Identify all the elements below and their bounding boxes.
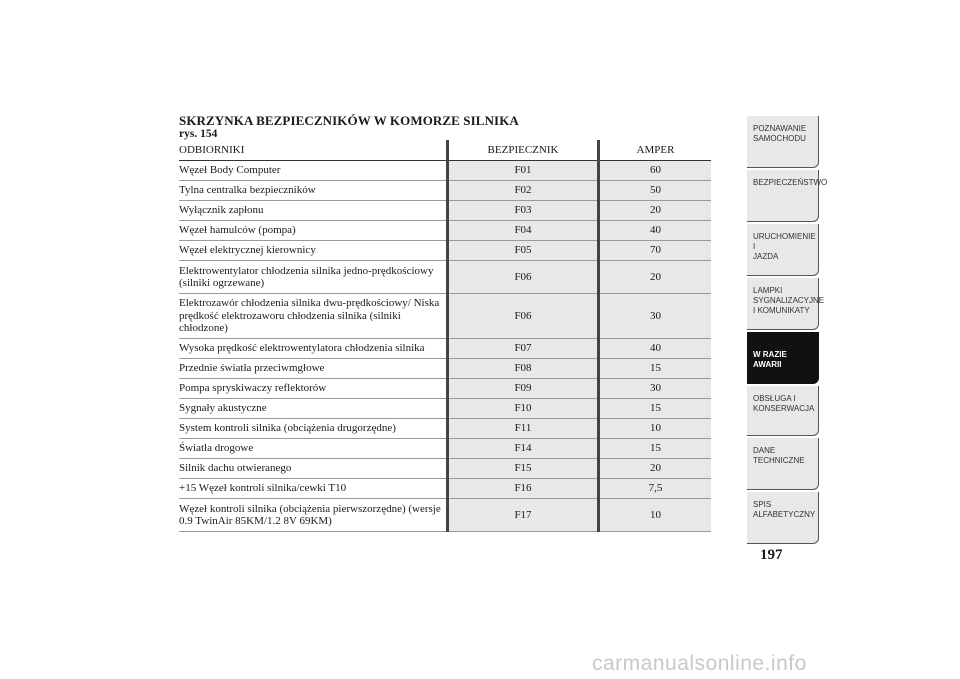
consumer-cell: Węzeł hamulców (pompa): [179, 221, 448, 241]
amper-cell: 10: [599, 499, 712, 532]
table-row: [179, 261, 711, 294]
chapter-tab-label: URUCHOMIENIE I: [753, 232, 816, 251]
amper-cell: 70: [599, 241, 712, 261]
fuse-table: [179, 140, 711, 532]
fuse-cell: F01: [448, 161, 599, 181]
fuse-cell: F17: [448, 499, 599, 532]
amper-cell: 40: [599, 339, 712, 359]
consumer-cell: Sygnały akustyczne: [179, 399, 448, 419]
amper-cell: 15: [599, 439, 712, 459]
fuse-cell: F08: [448, 359, 599, 379]
table-row: [179, 359, 711, 379]
chapter-tab-0[interactable]: [747, 116, 819, 168]
table-row: [179, 161, 711, 181]
amper-cell: 60: [599, 161, 712, 181]
consumer-cell: Węzeł elektrycznej kierownicy: [179, 241, 448, 261]
consumer-cell: Pompa spryskiwaczy reflektorów: [179, 379, 448, 399]
page-title: SKRZYNKA BEZPIECZNIKÓW W KOMORZE SILNIKA: [179, 113, 519, 128]
page-number: 197: [760, 547, 783, 563]
table-row: [179, 439, 711, 459]
chapter-tab-label: TECHNICZNE: [753, 456, 805, 465]
fuse-cell: F10: [448, 399, 599, 419]
table-row: [179, 379, 711, 399]
header-amper: AMPER: [599, 140, 712, 161]
consumer-cell: Przednie światła przeciwmgłowe: [179, 359, 448, 379]
header-consumers: ODBIORNIKI: [179, 140, 448, 161]
fuse-cell: F09: [448, 379, 599, 399]
amper-cell: 40: [599, 221, 712, 241]
fuse-cell: F14: [448, 439, 599, 459]
amper-cell: 10: [599, 419, 712, 439]
table-row: [179, 479, 711, 499]
table-row: [179, 294, 711, 339]
figure-reference: rys. 154: [179, 128, 218, 140]
fuse-cell: F03: [448, 201, 599, 221]
chapter-tab-label: BEZPIECZEŃSTWO: [753, 178, 828, 187]
consumer-cell: Elektrozawór chłodzenia silnika dwu-prędkościowy/ Niska prędkość elektrozaworu chłodzenia silnika (silniki chłodzone): [179, 294, 448, 339]
consumer-cell: Tylna centralka bezpieczników: [179, 181, 448, 201]
amper-cell: 7,5: [599, 479, 712, 499]
chapter-tab-label: JAZDA: [753, 252, 779, 261]
chapter-tab-label: SPIS: [753, 500, 772, 509]
consumer-cell: Silnik dachu otwieranego: [179, 459, 448, 479]
amper-cell: 20: [599, 459, 712, 479]
consumer-cell: Wysoka prędkość elektrowentylatora chłodzenia silnika: [179, 339, 448, 359]
fuse-cell: F06: [448, 261, 599, 294]
fuse-cell: F15: [448, 459, 599, 479]
table-row: [179, 419, 711, 439]
fuse-cell: F04: [448, 221, 599, 241]
table-row: [179, 221, 711, 241]
chapter-tab-label: ALFABETYCZNY: [753, 510, 816, 519]
fuse-box-section: [179, 113, 711, 532]
chapter-tab-3[interactable]: [747, 278, 825, 330]
fuse-table-body: [179, 161, 711, 532]
chapter-tab-label: W RAZIE AWARII: [753, 350, 787, 369]
consumer-cell: Światła drogowe: [179, 439, 448, 459]
consumer-cell: Elektrowentylator chłodzenia silnika jedno-prędkościowy (silniki ogrzewane): [179, 261, 448, 294]
table-row: [179, 399, 711, 419]
table-header-row: [179, 140, 711, 161]
amper-cell: 30: [599, 379, 712, 399]
chapter-tab-7[interactable]: [747, 492, 819, 544]
fuse-cell: F02: [448, 181, 599, 201]
consumer-cell: +15 Węzeł kontroli silnika/cewki T10: [179, 479, 448, 499]
chapter-tab-label: I KOMUNIKATY: [753, 306, 810, 315]
consumer-cell: System kontroli silnika (obciążenia drugorzędne): [179, 419, 448, 439]
consumer-cell: Węzeł Body Computer: [179, 161, 448, 181]
table-row: [179, 339, 711, 359]
fuse-cell: F05: [448, 241, 599, 261]
chapter-tab-6[interactable]: [747, 438, 819, 490]
chapter-tab-label: OBSŁUGA I: [753, 394, 796, 403]
chapter-tab-label: SYGNALIZACYJNE: [753, 296, 825, 305]
fuse-cell: F06: [448, 294, 599, 339]
chapter-tab-2[interactable]: [747, 224, 819, 276]
fuse-cell: F16: [448, 479, 599, 499]
amper-cell: 15: [599, 399, 712, 419]
watermark: carmanualsonline.info: [592, 652, 807, 675]
chapter-tab-label: DANE: [753, 446, 776, 455]
fuse-cell: F07: [448, 339, 599, 359]
chapter-tab-label: LAMPKI: [753, 286, 783, 295]
chapter-tab-5[interactable]: [747, 386, 819, 436]
table-row: [179, 201, 711, 221]
chapter-tab-label: SAMOCHODU: [753, 134, 806, 143]
chapter-tab-4[interactable]: [747, 332, 819, 384]
header-fuse: BEZPIECZNIK: [448, 140, 599, 161]
fuse-cell: F11: [448, 419, 599, 439]
table-row: [179, 181, 711, 201]
chapter-tab-label: POZNAWANIE: [753, 124, 807, 133]
consumer-cell: Węzeł kontroli silnika (obciążenia pierwszorzędne) (wersje 0.9 TwinAir 85KM/1.2 8V 69KM): [179, 499, 448, 532]
table-row: [179, 241, 711, 261]
table-row: [179, 459, 711, 479]
table-row: [179, 499, 711, 532]
chapter-tab-1[interactable]: [747, 170, 828, 222]
amper-cell: 30: [599, 294, 712, 339]
amper-cell: 20: [599, 261, 712, 294]
amper-cell: 15: [599, 359, 712, 379]
amper-cell: 20: [599, 201, 712, 221]
consumer-cell: Wyłącznik zapłonu: [179, 201, 448, 221]
chapter-tab-label: KONSERWACJA: [753, 404, 815, 413]
amper-cell: 50: [599, 181, 712, 201]
